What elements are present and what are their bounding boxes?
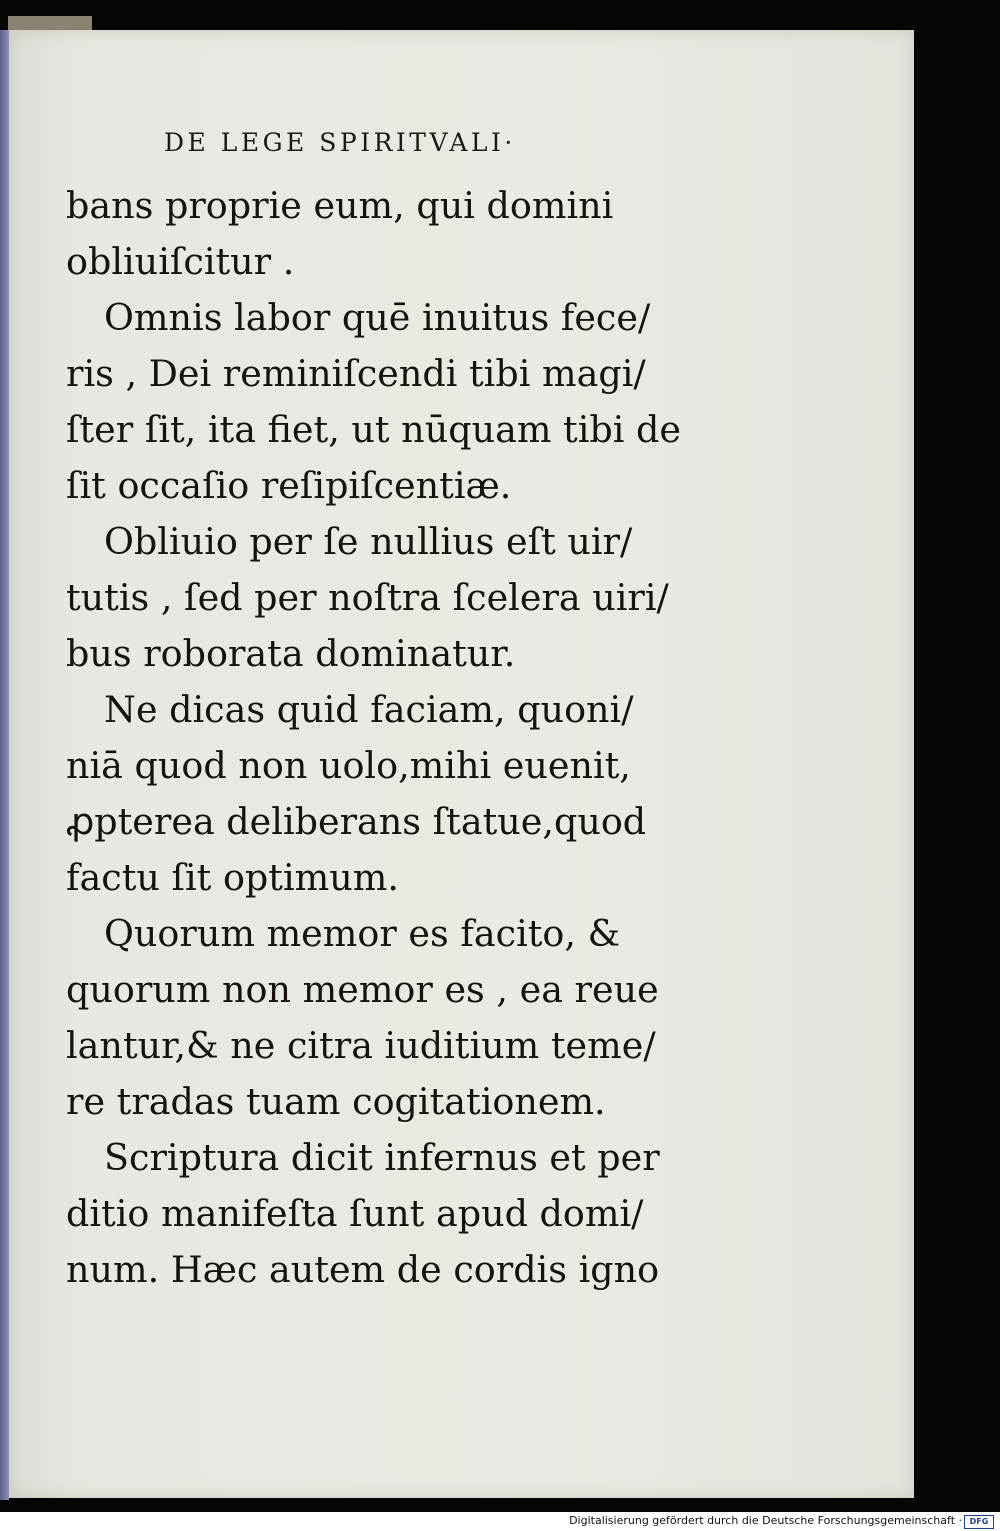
text-line: factu ſit optimum. [66, 856, 399, 899]
text-line: bans proprie eum, qui domini [66, 184, 614, 227]
text-line: Ne dicas quid faciam, quoni/ [104, 688, 634, 731]
text-line: Quorum memor es facito, & [104, 912, 621, 955]
text-line: Omnis labor quē inuitus fece/ [104, 296, 651, 339]
text-line: ris , Dei reminiſcendi tibi magi/ [66, 352, 646, 395]
text-line: Scriptura dicit infernus et per [104, 1136, 660, 1179]
page-body-text [66, 178, 686, 1298]
book-edge [0, 30, 9, 1500]
text-line: obliuiſcitur . [66, 240, 295, 283]
text-line: re tradas tuam cogitationem. [66, 1080, 606, 1123]
text-line: quorum non memor es , ea reue [66, 968, 659, 1011]
text-line: niā quod non uolo,mihi euenit, [66, 744, 631, 787]
text-line: ꝓpterea deliberans ſtatue,quod [66, 800, 647, 843]
text-line: Obliuio per ſe nullius eſt uir/ [104, 520, 633, 563]
funding-credit: Digitalisierung gefördert durch die Deutsche Forschungsgemeinschaft · [569, 1514, 962, 1527]
text-line: lantur,& ne citra iuditium teme/ [66, 1024, 656, 1067]
footer-bar [0, 1512, 1000, 1531]
text-line: ſit occaſio reſipiſcentiæ. [66, 464, 512, 507]
text-line: ditio manifeſta ſunt apud domi/ [66, 1192, 644, 1235]
text-line: bus roborata dominatur. [66, 632, 516, 675]
text-line: ſter ſit, ita fiet, ut nūquam tibi de [66, 408, 681, 451]
running-head: DE LEGE SPIRITVALI· [164, 128, 516, 157]
text-line: tutis , ſed per noſtra ſcelera uiri/ [66, 576, 669, 619]
text-line: num. Hæc autem de cordis igno [66, 1248, 660, 1291]
dfg-logo-icon: DFG [964, 1515, 994, 1529]
